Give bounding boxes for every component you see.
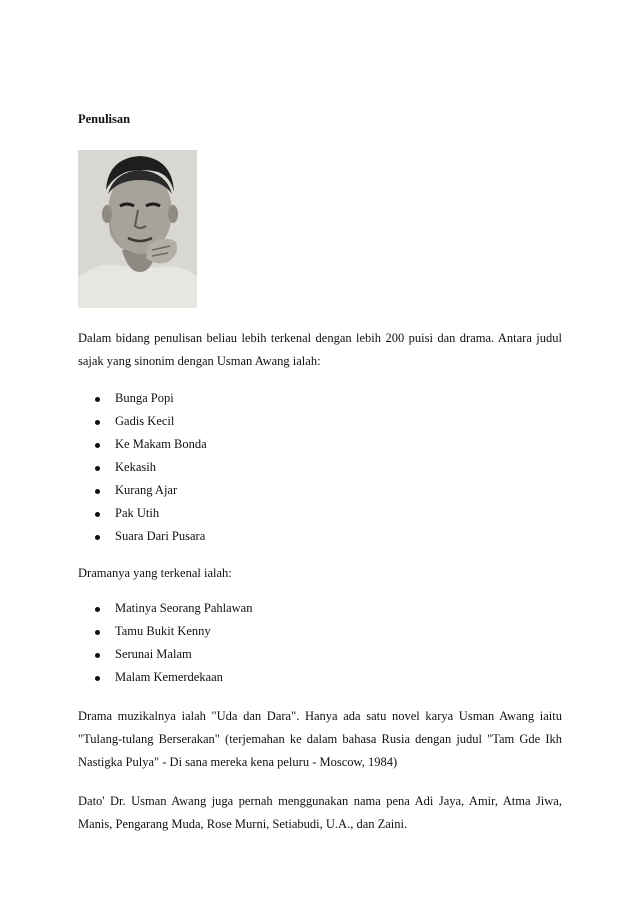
list-item — [78, 433, 207, 456]
section-heading: Penulisan — [78, 112, 131, 126]
list-item — [78, 456, 207, 479]
bullet-icon — [95, 653, 100, 658]
bullet-icon — [95, 443, 100, 448]
bullet-icon — [95, 466, 100, 471]
list-item — [78, 597, 252, 620]
list-item-label: Pak Utih — [115, 506, 160, 520]
bullet-icon — [95, 512, 100, 517]
list-item-label: Suara Dari Pusara — [115, 529, 206, 543]
list-item-label: Malam Kemerdekaan — [115, 670, 223, 684]
list-item — [78, 387, 207, 410]
list-item-label: Serunai Malam — [115, 647, 192, 661]
pen-names-paragraph: Dato' Dr. Usman Awang juga pernah menggunakan nama pena Adi Jaya, Amir, Atma Jiwa, Manis, Pengarang Muda, Rose Murni, Setiabudi, U.A., dan Zaini. — [78, 794, 562, 831]
list-item — [78, 479, 207, 502]
list-item-label: Matinya Seorang Pahlawan — [115, 601, 253, 615]
list-item — [78, 525, 207, 548]
poem-list — [78, 387, 207, 548]
list-item-label: Kekasih — [115, 460, 156, 474]
list-item-label: Tamu Bukit Kenny — [115, 624, 211, 638]
list-item — [78, 502, 207, 525]
list-item — [78, 666, 252, 689]
musical-novel-paragraph: Drama muzikalnya ialah "Uda dan Dara". Hanya ada satu novel karya Usman Awang iaitu "Tulang-tulang Berserakan" (terjemahan ke dalam bahasa Rusia dengan judul "Tam Gde Ikh Nastigka Pulya" - Di sana mereka kena peluru - Moscow, 1984) — [78, 709, 562, 769]
drama-list — [78, 597, 252, 689]
bullet-icon — [95, 535, 100, 540]
drama-intro-paragraph: Dramanya yang terkenal ialah: — [78, 566, 232, 580]
list-item — [78, 643, 252, 666]
intro-paragraph: Dalam bidang penulisan beliau lebih terkenal dengan lebih 200 puisi dan drama. Antara judul sajak yang sinonim dengan Usman Awang ialah: — [78, 331, 562, 368]
bullet-icon — [95, 676, 100, 681]
list-item — [78, 410, 207, 433]
list-item-label: Gadis Kecil — [115, 414, 175, 428]
bullet-icon — [95, 630, 100, 635]
bullet-icon — [95, 489, 100, 494]
document-page — [78, 0, 562, 903]
bullet-icon — [95, 607, 100, 612]
bullet-icon — [95, 420, 100, 425]
list-item-label: Kurang Ajar — [115, 483, 178, 497]
list-item — [78, 620, 252, 643]
list-item-label: Bunga Popi — [115, 391, 174, 405]
bullet-icon — [95, 397, 100, 402]
portrait-photo-icon — [78, 150, 197, 308]
list-item-label: Ke Makam Bonda — [115, 437, 207, 451]
